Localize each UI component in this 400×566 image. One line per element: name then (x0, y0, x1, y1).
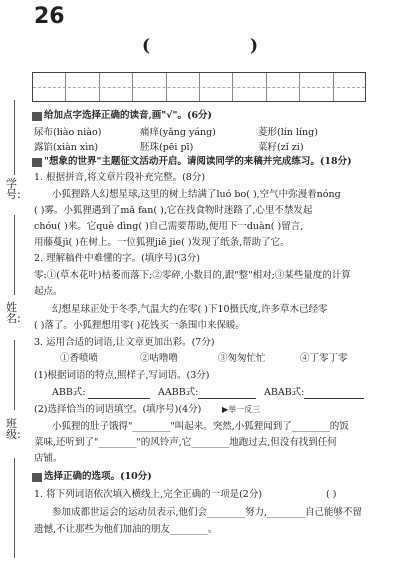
passage-line: ( )落了。小狐狸想用零( )花钱买一条围巾来保暖。 (34, 320, 245, 331)
question-2: 2. 理解稿件中难懂的字。(填序号)(3分) (34, 253, 200, 264)
paren-left: ( (142, 36, 151, 56)
answer-line[interactable] (304, 388, 364, 399)
passage-line: 遗憾,不让那些为他们加油的朋友________。 (34, 524, 218, 535)
word-choice: ②咕噜噜 (140, 353, 179, 364)
word-option: 胚珠(pēi pī) (140, 142, 194, 153)
side-line (14, 340, 15, 410)
passage-line: 幻想星球正处于冬季,气温大约在零( )下10摄氏度,许多草木已经零 (52, 304, 328, 315)
label-abab: ABAB式: (264, 387, 305, 398)
label-class: 班级: (6, 417, 21, 441)
question-3: 3. 运用合适的词语,让文章更加出彩。(7分) (34, 337, 215, 348)
passage-line: chóu( )来。它què dìng( )自己需要帮助,便用下一duàn( )留言, (34, 221, 304, 232)
word-option: 痛痒(yǎng yáng) (140, 127, 216, 138)
answer-paren[interactable]: ( ) (326, 489, 337, 500)
section2-title: "想象的世界"主题征文活动开启。请阅读同学的来稿并完成练习。(18分) (44, 156, 352, 167)
word-option: 尿布(liào niào) (34, 127, 102, 138)
passage-line: 店铺。 (34, 453, 63, 464)
section-marker (32, 112, 42, 121)
section3-title: 选择正确的选项。(10分) (44, 471, 152, 482)
side-line (14, 458, 15, 558)
question-1: 1. 根据拼音,将文章片段补充完整。(8分) (34, 172, 206, 183)
passage-line: 菜味,还听到了"________"的风铃声,它________地跑过去,但没有找到任何 (34, 437, 337, 448)
passage-line: 用藤蔓jì( )在树上。一位狐狸jiě jie( )发现了纸条,帮助了它。 (34, 237, 290, 248)
title-blank (142, 36, 258, 56)
section1-title: 给加点字选择正确的读音,画"√"。(6分) (44, 110, 213, 121)
tag-label: ▶举一反三 (222, 405, 261, 414)
section-marker (32, 158, 42, 167)
subquestion: (1)根据词语的特点,照样子,写词语。(3分) (34, 370, 210, 381)
word-option: 菱形(lín líng) (258, 127, 318, 138)
word-choice: ③匆匆忙忙 (218, 353, 266, 364)
passage-line: ( )雾。小狐狸遇到了mǎ fan( ),它在找食物时迷路了,心里不禁发起 (34, 205, 313, 216)
definition-line: 起点。 (34, 286, 63, 297)
label-student-id: 学号: (6, 177, 21, 201)
word-choice: ④丁零丁零 (300, 353, 348, 364)
definition-line: 零:①(草木花叶)枯萎而落下;②零碎,小数目的,跟"整"相对;③某些量度的计算 (34, 270, 351, 281)
passage-line: 参加成都世运会的运动员表示,他们会________努力,________自己能够不留 (52, 507, 363, 518)
label-aabb: AABB式: (158, 387, 199, 398)
side-line (14, 100, 15, 175)
word-option: 露馅(xiàn xìn) (34, 142, 99, 153)
side-line (14, 215, 15, 295)
answer-line[interactable] (88, 388, 150, 399)
section-marker (32, 473, 42, 482)
label-name: 姓名: (6, 301, 21, 325)
label-abb: ABB式: (52, 387, 86, 398)
word-choice: ①香喷喷 (60, 353, 99, 364)
question-1: 1. 将下列词语依次填入横线上,完全正确的一项是(2分) (34, 489, 263, 500)
subquestion: (2)选择恰当的词语填空。(填序号)(4分) (34, 404, 202, 415)
page-number: 26 (34, 4, 65, 29)
passage-line: 小狐狸的肚子饿得"________"叫起来。突然,小狐狸闻到了________的饭 (52, 421, 349, 432)
answer-line[interactable] (198, 388, 256, 399)
word-option: 菜籽(zǐ zi) (258, 142, 304, 153)
passage-line: 小狐狸路人幻想星球,这里的树上结满了luó bo( ),空气中弥漫着nóng (52, 189, 341, 200)
writing-grid (32, 72, 366, 102)
paren-right: ) (250, 36, 259, 56)
